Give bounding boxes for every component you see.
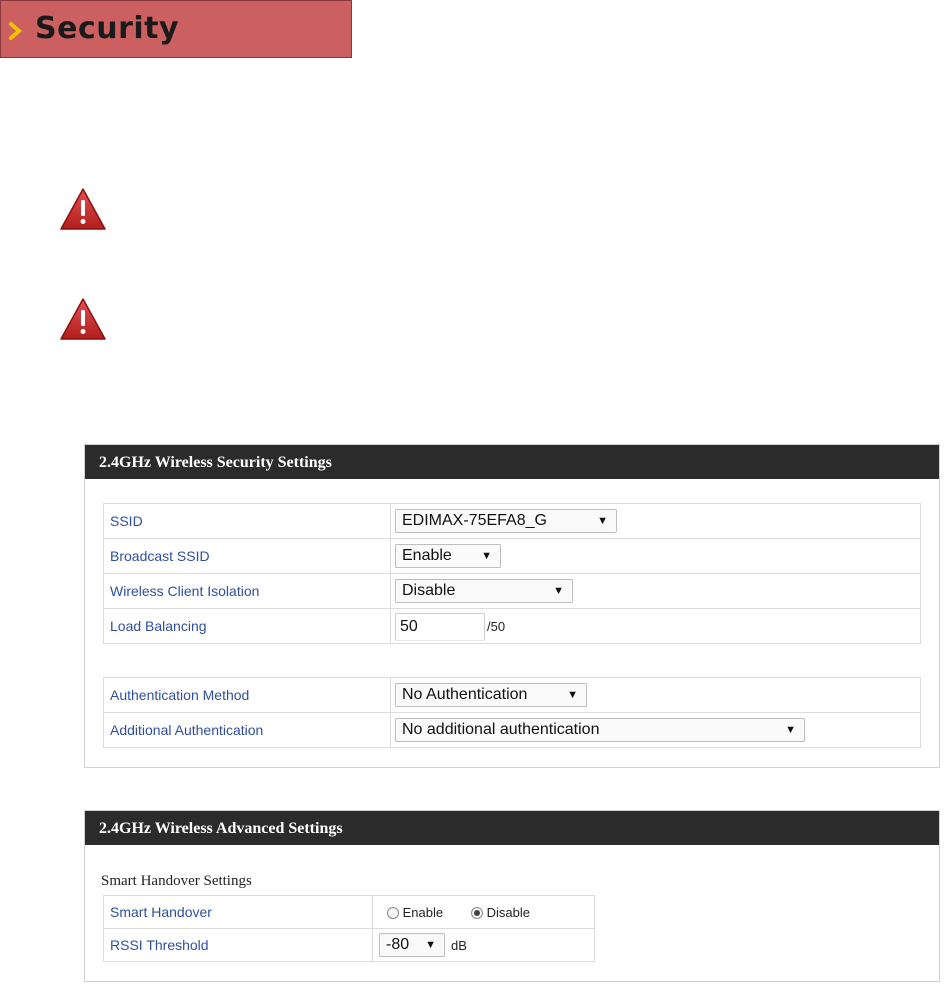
dropdown-arrow-icon: ▼ bbox=[785, 724, 796, 736]
advanced-panel-title: 2.4GHz Wireless Advanced Settings bbox=[85, 811, 939, 845]
dropdown-arrow-icon: ▼ bbox=[553, 585, 564, 597]
dropdown-arrow-icon: ▼ bbox=[425, 939, 436, 951]
additional-auth-label: Additional Authentication bbox=[104, 713, 391, 748]
smart-handover-enable-option[interactable] bbox=[387, 905, 443, 920]
table-row bbox=[104, 678, 921, 713]
security-panel-title: 2.4GHz Wireless Security Settings bbox=[85, 445, 939, 479]
broadcast-ssid-label: Broadcast SSID bbox=[104, 539, 391, 574]
disable-label: Disable bbox=[486, 905, 530, 920]
page-title: Security bbox=[35, 11, 180, 46]
ssid-label: SSID bbox=[104, 504, 391, 539]
rssi-unit: dB bbox=[451, 938, 467, 953]
smart-handover-disable-option[interactable] bbox=[471, 905, 530, 920]
load-balancing-label: Load Balancing bbox=[104, 609, 391, 644]
table-row bbox=[104, 896, 595, 929]
security-settings-table bbox=[103, 503, 921, 644]
load-balancing-input[interactable]: 50 bbox=[395, 613, 485, 641]
ssid-value: EDIMAX-75EFA8_G bbox=[402, 512, 547, 529]
security-settings-panel bbox=[84, 444, 940, 768]
radio-disable[interactable] bbox=[471, 907, 483, 919]
enable-label: Enable bbox=[402, 905, 444, 920]
chevron-right-icon bbox=[7, 21, 25, 41]
table-row bbox=[104, 539, 921, 574]
dropdown-arrow-icon: ▼ bbox=[597, 515, 608, 527]
section-header bbox=[0, 0, 352, 58]
smart-handover-subheading: Smart Handover Settings bbox=[101, 873, 252, 889]
ssid-select[interactable] bbox=[395, 509, 617, 533]
client-isolation-select[interactable] bbox=[395, 579, 573, 603]
authentication-table bbox=[103, 677, 921, 748]
warning-triangle-icon bbox=[58, 296, 108, 342]
dropdown-arrow-icon: ▼ bbox=[567, 689, 578, 701]
rssi-threshold-label: RSSI Threshold bbox=[104, 929, 373, 962]
additional-auth-value: No additional authentication bbox=[402, 721, 600, 738]
rssi-threshold-select[interactable] bbox=[379, 933, 445, 957]
table-row bbox=[104, 504, 921, 539]
table-row bbox=[104, 713, 921, 748]
auth-method-value: No Authentication bbox=[402, 686, 528, 703]
dropdown-arrow-icon: ▼ bbox=[481, 550, 492, 562]
auth-method-label: Authentication Method bbox=[104, 678, 391, 713]
advanced-settings-panel bbox=[84, 810, 940, 982]
auth-method-select[interactable] bbox=[395, 683, 587, 707]
load-balancing-suffix: /50 bbox=[487, 619, 506, 634]
table-row bbox=[104, 609, 921, 644]
rssi-value: -80 bbox=[386, 936, 410, 953]
client-isolation-value: Disable bbox=[402, 582, 456, 599]
smart-handover-label: Smart Handover bbox=[104, 896, 373, 929]
table-row bbox=[104, 574, 921, 609]
smart-handover-table bbox=[103, 895, 595, 962]
client-isolation-label: Wireless Client Isolation bbox=[104, 574, 391, 609]
additional-auth-select[interactable] bbox=[395, 718, 805, 742]
radio-enable[interactable] bbox=[387, 907, 399, 919]
table-row bbox=[104, 929, 595, 962]
broadcast-ssid-value: Enable bbox=[402, 547, 452, 564]
broadcast-ssid-select[interactable] bbox=[395, 544, 501, 568]
warning-triangle-icon bbox=[58, 186, 108, 232]
